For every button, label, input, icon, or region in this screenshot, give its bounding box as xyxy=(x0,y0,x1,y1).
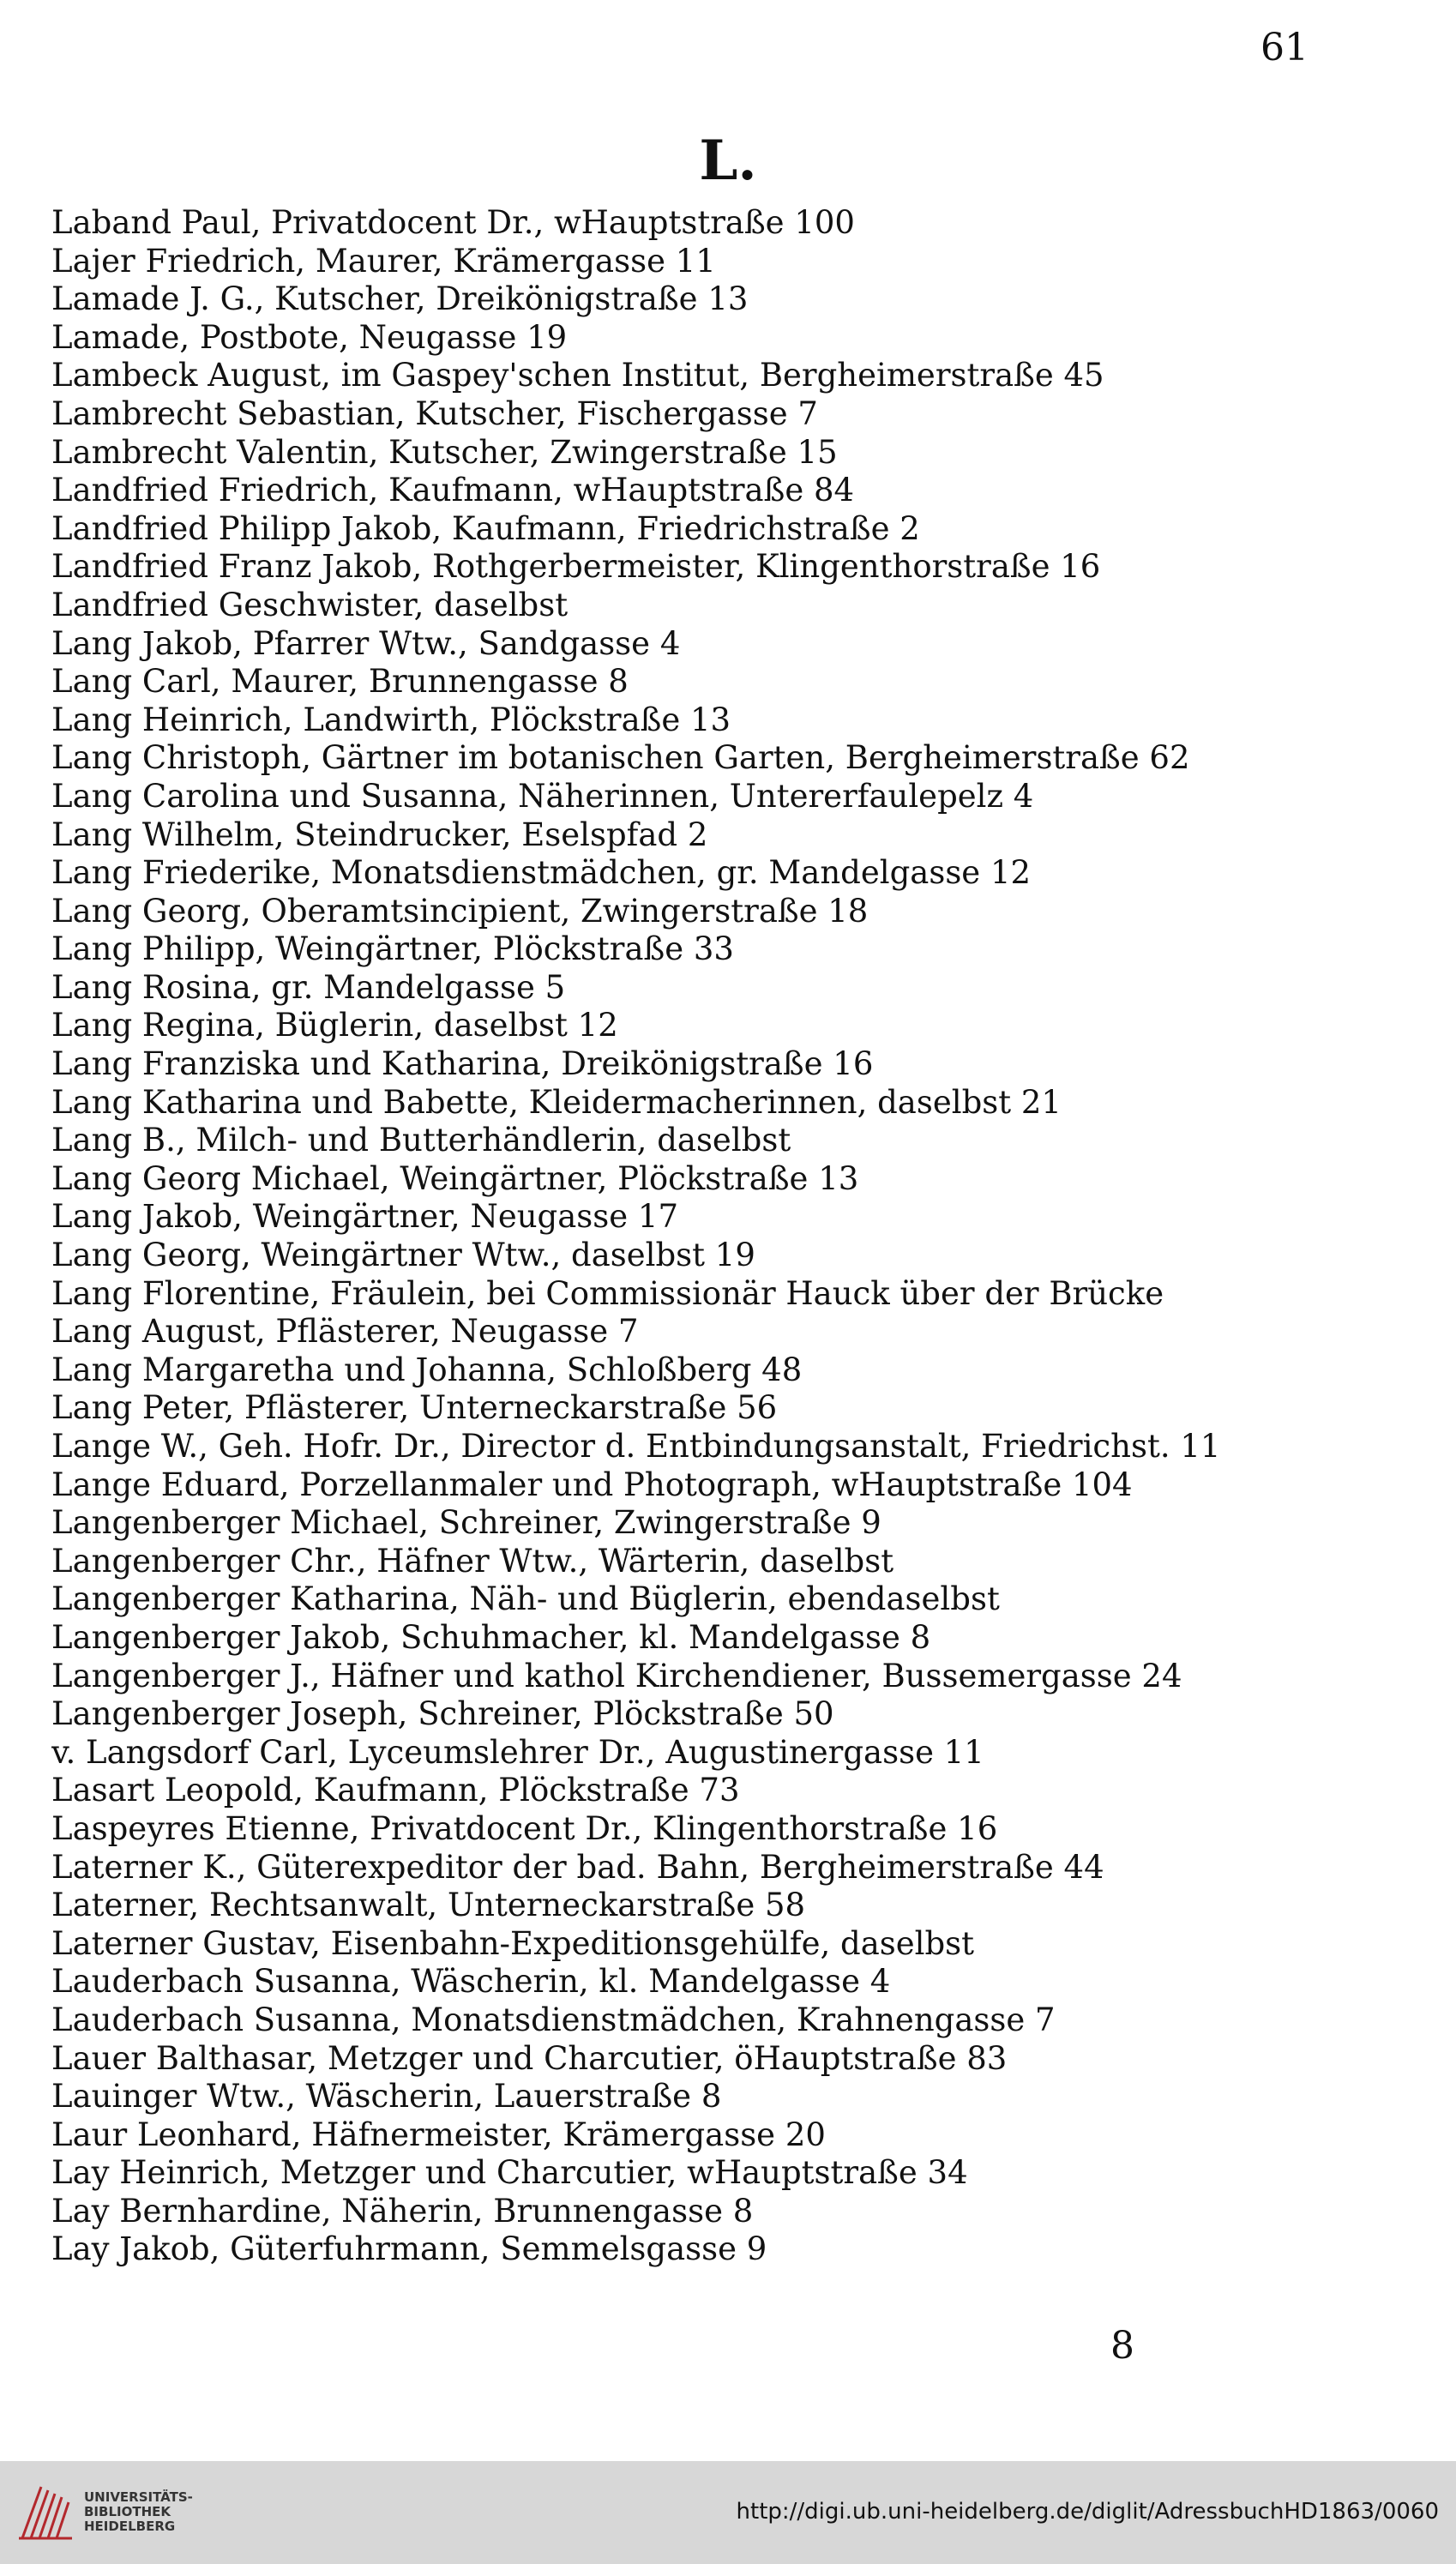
directory-entry: Lang Jakob, Pfarrer Wtw., Sandgasse 4 xyxy=(51,624,681,662)
directory-entry: Lang Christoph, Gärtner im botanischen Garten, Bergheimerstraße 62 xyxy=(51,739,1190,777)
directory-entry: Lauinger Wtw., Wäscherin, Lauerstraße 8 xyxy=(51,2078,722,2116)
signature-mark: 8 xyxy=(1110,2324,1134,2368)
logo-line: BIBLIOTHEK xyxy=(84,2504,171,2519)
directory-entry: Lauderbach Susanna, Monatsdienstmädchen, Krahnengasse 7 xyxy=(51,2001,1056,2038)
logo-line: UNIVERSITÄTS- xyxy=(84,2489,193,2505)
directory-entry: Laterner, Rechtsanwalt, Unterneckarstraße 58 xyxy=(51,1887,806,1924)
footer-bar xyxy=(0,2461,1456,2564)
directory-entry: Lang Jakob, Weingärtner, Neugasse 17 xyxy=(51,1198,679,1236)
directory-entry: Lang Georg, Weingärtner Wtw., daselbst 19 xyxy=(51,1237,755,1274)
directory-entry: v. Langsdorf Carl, Lyceumslehrer Dr., Augustinergasse 11 xyxy=(51,1733,984,1771)
directory-list xyxy=(51,204,1389,2269)
directory-entry: Lang Wilhelm, Steindrucker, Eselspfad 2 xyxy=(51,816,708,853)
directory-entry: Lauderbach Susanna, Wäscherin, kl. Mandelgasse 4 xyxy=(51,1963,891,2001)
page-number: 61 xyxy=(1260,26,1309,69)
directory-entry: Lang Georg, Oberamtsincipient, Zwingerstraße 18 xyxy=(51,892,869,930)
directory-entry: Lang Friederike, Monatsdienstmädchen, gr. Mandelgasse 12 xyxy=(51,854,1032,892)
directory-entry: Lang Philipp, Weingärtner, Plöckstraße 33 xyxy=(51,930,734,968)
directory-entry: Lambrecht Sebastian, Kutscher, Fischergasse 7 xyxy=(51,394,818,432)
directory-entry: Lange W., Geh. Hofr. Dr., Director d. Entbindungsanstalt, Friedrichst. 11 xyxy=(51,1428,1221,1465)
directory-entry: Langenberger Joseph, Schreiner, Plöckstraße 50 xyxy=(51,1695,834,1733)
directory-entry: Lang B., Milch- und Butterhändlerin, daselbst xyxy=(51,1122,791,1159)
directory-entry: Laspeyres Etienne, Privatdocent Dr., Klingenthorstraße 16 xyxy=(51,1809,998,1847)
directory-entry: Lang Rosina, gr. Mandelgasse 5 xyxy=(51,968,566,1006)
directory-entry: Langenberger Michael, Schreiner, Zwingerstraße 9 xyxy=(51,1504,881,1542)
directory-entry: Lang Carolina und Susanna, Näherinnen, Untererfaulepelz 4 xyxy=(51,777,1034,815)
directory-entry: Langenberger Chr., Häfner Wtw., Wärterin, daselbst xyxy=(51,1542,894,1580)
directory-entry: Langenberger Jakob, Schuhmacher, kl. Mandelgasse 8 xyxy=(51,1618,931,1656)
section-letter: L. xyxy=(699,129,757,193)
directory-entry: Lajer Friedrich, Maurer, Krämergasse 11 xyxy=(51,242,716,280)
directory-entry: Lamade J. G., Kutscher, Dreikönigstraße 13 xyxy=(51,280,749,318)
logo-text xyxy=(84,2490,193,2534)
directory-entry: Lang Heinrich, Landwirth, Plöckstraße 13 xyxy=(51,701,731,738)
directory-entry: Lange Eduard, Porzellanmaler und Photograph, wHauptstraße 104 xyxy=(51,1466,1133,1503)
directory-entry: Lang Peter, Pflästerer, Unterneckarstraße 56 xyxy=(51,1389,778,1427)
directory-entry: Lay Bernhardine, Näherin, Brunnengasse 8 xyxy=(51,2192,754,2230)
directory-entry: Lay Heinrich, Metzger und Charcutier, wHauptstraße 34 xyxy=(51,2154,968,2192)
library-seal-icon xyxy=(15,2482,75,2543)
directory-entry: Lasart Leopold, Kaufmann, Plöckstraße 73 xyxy=(51,1772,740,1809)
directory-entry: Langenberger Katharina, Näh- und Büglerin, ebendaselbst xyxy=(51,1580,1000,1618)
directory-entry: Laterner Gustav, Eisenbahn-Expeditionsgehülfe, daselbst xyxy=(51,1924,975,1962)
directory-entry: Landfried Franz Jakob, Rothgerbermeister, Klingenthorstraße 16 xyxy=(51,548,1101,586)
directory-entry: Lang Florentine, Fräulein, bei Commissionär Hauck über der Brücke xyxy=(51,1274,1164,1312)
directory-entry: Lambeck August, im Gaspey'schen Institut, Bergheimerstraße 45 xyxy=(51,357,1104,394)
directory-entry: Landfried Geschwister, daselbst xyxy=(51,586,569,623)
source-url-link[interactable]: http://digi.ub.uni-heidelberg.de/diglit/AdressbuchHD1863/0060 xyxy=(736,2499,1439,2525)
directory-entry: Laband Paul, Privatdocent Dr., wHauptstraße 100 xyxy=(51,204,855,241)
directory-entry: Landfried Friedrich, Kaufmann, wHauptstraße 84 xyxy=(51,472,855,509)
directory-entry: Lang August, Pflästerer, Neugasse 7 xyxy=(51,1313,639,1351)
directory-entry: Laur Leonhard, Häfnermeister, Krämergasse 20 xyxy=(51,2116,826,2153)
directory-entry: Lang Katharina und Babette, Kleidermacherinnen, daselbst 21 xyxy=(51,1083,1062,1121)
directory-entry: Lamade, Postbote, Neugasse 19 xyxy=(51,318,568,356)
directory-entry: Lang Carl, Maurer, Brunnengasse 8 xyxy=(51,663,629,701)
logo-line: HEIDELBERG xyxy=(84,2519,176,2534)
directory-entry: Lambrecht Valentin, Kutscher, Zwingerstraße 15 xyxy=(51,433,838,471)
directory-entry: Landfried Philipp Jakob, Kaufmann, Friedrichstraße 2 xyxy=(51,509,920,547)
directory-entry: Lang Georg Michael, Weingärtner, Plöckstraße 13 xyxy=(51,1159,859,1197)
directory-entry: Lay Jakob, Güterfuhrmann, Semmelsgasse 9 xyxy=(51,2230,767,2268)
directory-entry: Lang Regina, Büglerin, daselbst 12 xyxy=(51,1007,618,1044)
directory-entry: Langenberger J., Häfner und kathol Kirchendiener, Bussemergasse 24 xyxy=(51,1657,1182,1694)
directory-entry: Lauer Balthasar, Metzger und Charcutier, öHauptstraße 83 xyxy=(51,2039,1008,2077)
directory-entry: Lang Franziska und Katharina, Dreikönigstraße 16 xyxy=(51,1045,874,1083)
directory-entry: Laterner K., Güterexpeditor der bad. Bahn, Bergheimerstraße 44 xyxy=(51,1848,1104,1886)
library-logo[interactable] xyxy=(15,2482,230,2543)
directory-entry: Lang Margaretha und Johanna, Schloßberg 48 xyxy=(51,1351,803,1388)
